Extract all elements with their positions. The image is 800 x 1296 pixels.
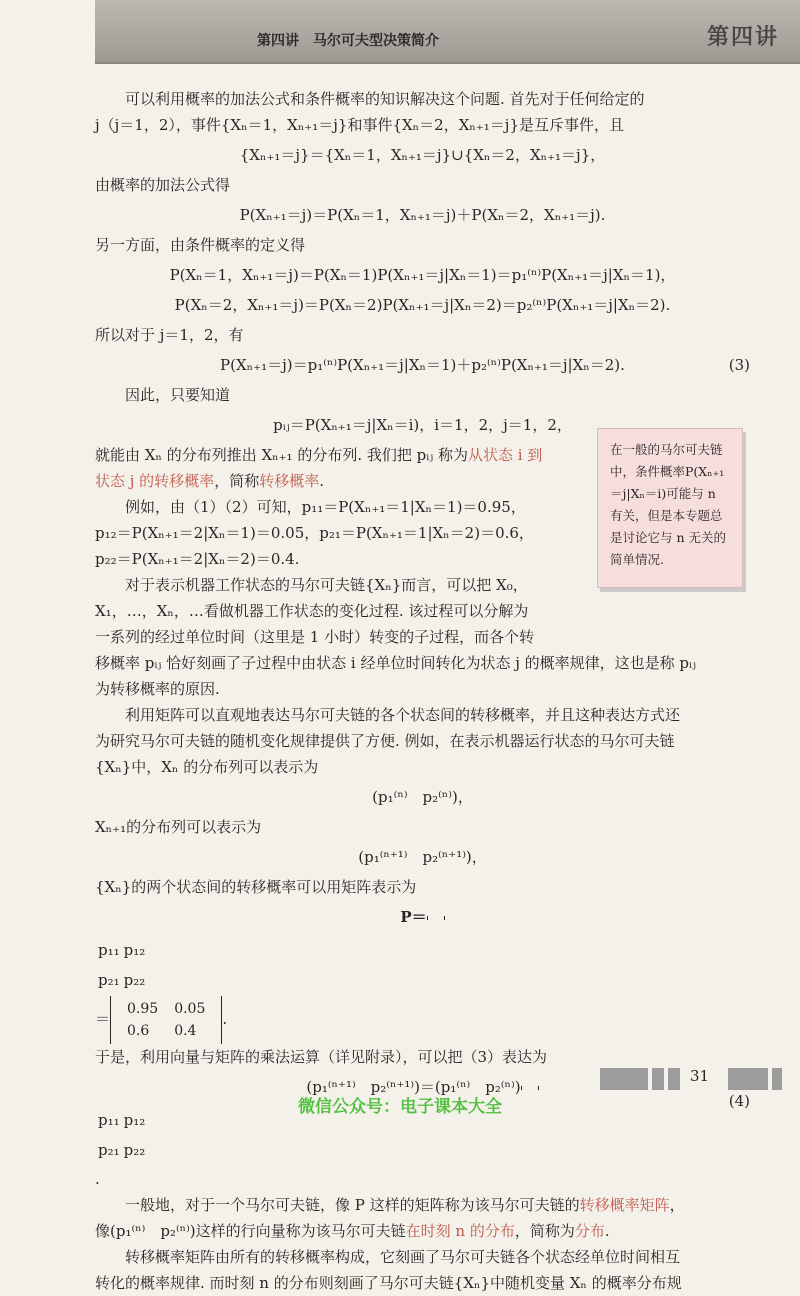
term-highlight: 状态 j 的转移概率 — [95, 472, 215, 490]
matrix-cell: p₁₂ — [123, 1111, 146, 1129]
equation-number: (4) — [728, 1092, 750, 1110]
matrix-cell: p₂₂ — [123, 971, 146, 989]
term-highlight: 从状态 i 到 — [468, 446, 543, 464]
paragraph — [95, 1218, 750, 1244]
paragraph: 例如，由（1）（2）可知，p₁₁＝P(Xₙ₊₁＝1|Xₙ＝1)＝0.95， — [125, 498, 526, 516]
paragraph — [95, 442, 585, 494]
text: 就能由 Xₙ 的分布列推出 Xₙ₊₁ 的分布列. 我们把 pᵢⱼ 称为 — [95, 446, 468, 464]
equation: P(Xₙ＝1，Xₙ₊₁＝j)＝P(Xₙ＝1)P(Xₙ₊₁＝j|Xₙ＝1)＝p₁⁽ⁿ⁾P(Xₙ₊₁＝j|Xₙ＝1)， — [169, 266, 676, 284]
chapter-badge: 第四讲 — [707, 24, 780, 50]
paragraph: 移概率 pᵢⱼ 恰好刻画了子过程中由状态 i 经单位时间转化为状态 j 的概率规律，这也是称 pᵢⱼ — [95, 654, 696, 672]
equation: (p₁⁽ⁿ⁺¹⁾ p₂⁽ⁿ⁺¹⁾)， — [358, 848, 487, 866]
equation: P(Xₙ₊₁＝j)＝P(Xₙ＝1，Xₙ₊₁＝j)＋P(Xₙ＝2，Xₙ₊₁＝j). — [239, 206, 606, 224]
text: (p₁⁽ⁿ⁺¹⁾ p₂⁽ⁿ⁺¹⁾)＝(p₁⁽ⁿ⁾ p₂⁽ⁿ⁾) — [306, 1078, 521, 1096]
matrix — [110, 996, 222, 1044]
text: 一般地，对于一个马尔可夫链，像 P 这样的矩阵称为该马尔可夫链的 — [125, 1196, 580, 1214]
page-number: 31 — [690, 1067, 710, 1085]
paragraph — [95, 1192, 750, 1218]
matrix — [427, 916, 445, 920]
footer-decoration — [652, 1068, 664, 1090]
matrix-cell: 0.6 — [127, 1023, 150, 1039]
equation: P(Xₙ＝2，Xₙ₊₁＝j)＝P(Xₙ＝2)P(Xₙ₊₁＝j|Xₙ＝2)＝p₂⁽ⁿ⁾P(Xₙ₊₁＝j|Xₙ＝2). — [174, 296, 671, 314]
paragraph: 所以对于 j＝1，2，有 — [95, 326, 244, 344]
footer-decoration — [600, 1068, 648, 1090]
equation: pᵢⱼ＝P(Xₙ₊₁＝j|Xₙ＝i)，i＝1，2，j＝1，2， — [273, 416, 572, 434]
matrix-cell: p₁₁ — [98, 941, 120, 959]
paragraph: 另一方面，由条件概率的定义得 — [95, 236, 306, 254]
matrix-cell: p₁₁ — [98, 1111, 120, 1129]
equation-number: (3) — [728, 356, 750, 374]
footer-decoration — [772, 1068, 782, 1090]
matrix — [521, 1086, 539, 1090]
equation: {Xₙ₊₁＝j}＝{Xₙ＝1，Xₙ₊₁＝j}∪{Xₙ＝2，Xₙ₊₁＝j}， — [239, 146, 606, 164]
paragraph: 转化的概率规律. 而时刻 n 的分布则刻画了马尔可夫链{Xₙ}中随机变量 Xₙ 的概率分布规 — [95, 1274, 682, 1292]
text: 像(p₁⁽ⁿ⁾ p₂⁽ⁿ⁾)这样的行向量称为该马尔可夫链 — [95, 1222, 406, 1240]
term-highlight: 在时刻 n 的分布 — [405, 1222, 515, 1240]
paragraph: 转移概率矩阵由所有的转移概率构成，它刻画了马尔可夫链各个状态经单位时间相互 — [125, 1248, 681, 1266]
margin-note: 在一般的马尔可夫链中，条件概率P(Xₙ₊₁＝j|Xₙ＝i)可能与 n 有关，但是本专题总是讨论它与 n 无关的简单情况. — [597, 428, 743, 588]
paragraph: {Xₙ}中，Xₙ 的分布列可以表示为 — [95, 758, 319, 776]
equation-3 — [95, 352, 750, 378]
paragraph: j（j＝1，2），事件{Xₙ＝1，Xₙ₊₁＝j}和事件{Xₙ＝2，Xₙ₊₁＝j}是互斥事件，且 — [95, 116, 624, 134]
text: ， — [669, 1196, 685, 1214]
paragraph: 由概率的加法公式得 — [95, 176, 231, 194]
text: . — [604, 1222, 610, 1240]
paragraph: 于是，利用向量与矩阵的乘法运算（详见附录），可以把（3）表达为 — [95, 1048, 548, 1066]
matrix-cell: p₂₂ — [123, 1141, 146, 1159]
text: ＝ — [95, 1010, 111, 1028]
footer-decoration — [728, 1068, 768, 1090]
text: . — [319, 472, 325, 490]
chapter-title: 第四讲 马尔可夫型决策简介 — [257, 33, 439, 49]
matrix-cell: p₂₁ — [98, 1141, 120, 1159]
paragraph: p₁₂＝P(Xₙ₊₁＝2|Xₙ＝1)＝0.05，p₂₁＝P(Xₙ₊₁＝1|Xₙ＝2)＝0.6， — [95, 524, 534, 542]
wechat-watermark: 微信公众号：电子课本大全 — [298, 1097, 502, 1117]
term-highlight: 转移概率 — [259, 472, 320, 490]
matrix-equation — [95, 904, 750, 930]
term-highlight: 转移概率矩阵 — [579, 1196, 670, 1214]
paragraph: 为研究马尔可夫链的随机变化规律提供了方便. 例如，在表示机器运行状态的马尔可夫链 — [95, 732, 675, 750]
matrix-cell: 0.05 — [174, 1001, 206, 1017]
text: . — [222, 1010, 228, 1028]
equation: (p₁⁽ⁿ⁾ p₂⁽ⁿ⁾)， — [372, 788, 473, 806]
paragraph: 为转移概率的原因. — [95, 680, 220, 698]
text: ，简称为 — [514, 1222, 575, 1240]
text: . — [95, 1170, 100, 1188]
paragraph: 可以利用概率的加法公式和条件概率的知识解决这个问题. 首先对于任何给定的 — [125, 90, 645, 108]
matrix-symbol: P＝ — [400, 908, 427, 926]
equation: P(Xₙ₊₁＝j)＝p₁⁽ⁿ⁾P(Xₙ₊₁＝j|Xₙ＝1)＋p₂⁽ⁿ⁾P(Xₙ₊₁＝j|Xₙ＝2). — [220, 356, 625, 374]
matrix-cell: p₁₂ — [123, 941, 146, 959]
text: ，简称 — [214, 472, 260, 490]
paragraph: 利用矩阵可以直观地表达马尔可夫链的各个状态间的转移概率，并且这种表达方式还 — [125, 706, 681, 724]
paragraph: Xₙ₊₁的分布列可以表示为 — [95, 818, 262, 836]
paragraph: {Xₙ}的两个状态间的转移概率可以用矩阵表示为 — [95, 878, 417, 896]
matrix-cell: 0.95 — [127, 1001, 159, 1017]
matrix-cell: p₂₁ — [98, 971, 120, 989]
paragraph: 因此，只要知道 — [125, 386, 231, 404]
matrix-cell: 0.4 — [174, 1023, 197, 1039]
paragraph: X₁，…，Xₙ，…看做机器工作状态的变化过程. 该过程可以分解为 — [95, 602, 529, 620]
footer-decoration — [668, 1068, 680, 1090]
paragraph: 一系列的经过单位时间（这里是 1 小时）转变的子过程，而各个转 — [95, 628, 535, 646]
paragraph: 对于表示机器工作状态的马尔可夫链{Xₙ}而言，可以把 X₀， — [125, 576, 528, 594]
page-header — [95, 0, 800, 64]
term-highlight: 分布 — [574, 1222, 605, 1240]
paragraph: p₂₂＝P(Xₙ₊₁＝2|Xₙ＝2)＝0.4. — [95, 550, 300, 568]
